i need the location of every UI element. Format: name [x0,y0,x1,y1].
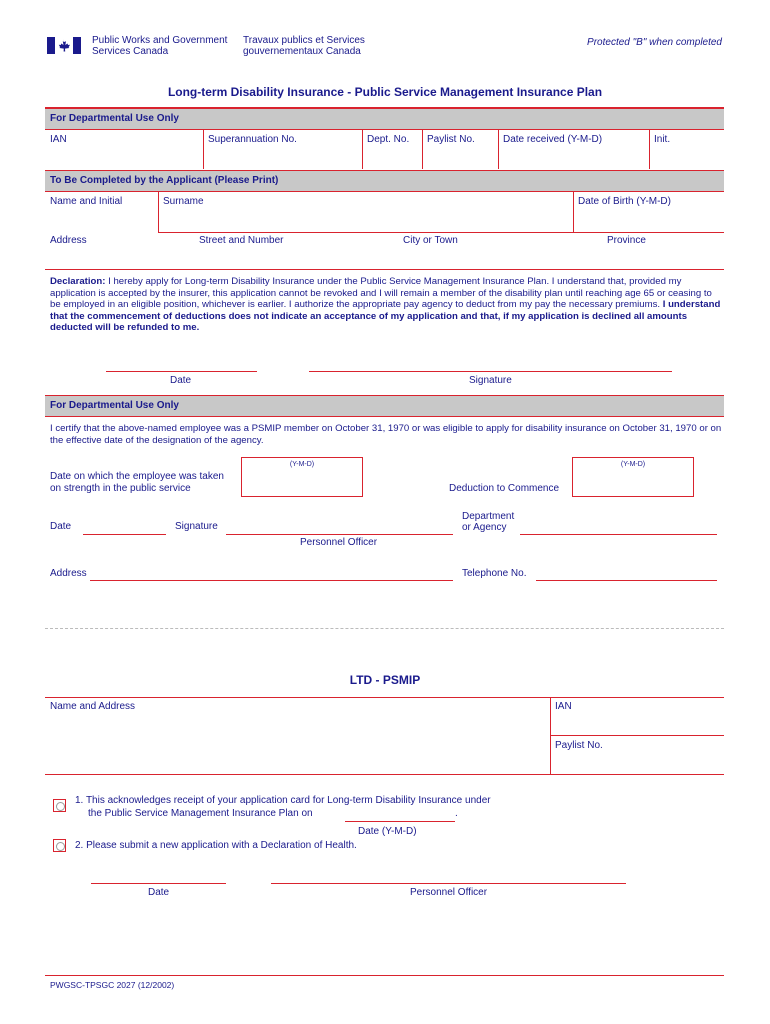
strength-date-box[interactable]: (Y-M-D) [241,457,363,497]
dept-no-field[interactable]: Dept. No. [367,134,410,145]
slip-officer-label: Personnel Officer [410,887,488,898]
cert-address-label: Address [50,568,87,579]
declaration-text: Declaration: I hereby apply for Long-term Disability Insurance under the Public Service Management Insurance Plan. I understand that, provided my application is accepted by the insurer, this application cannot be revoked and I will remain a member of the disability plan until reaching age 65 or ceasing to be employed in an eligible position, whichever is earlier. I authorize the appropriate pay agency to deduct from my pay the necessary premiums. I understand that the commencement of deductions does not indicate an acceptance of my application and that, if my application is declined all amounts deducted will be refunded to me. [50,276,721,333]
slip-title: LTD - PSMIP [349,673,421,687]
telephone-line[interactable] [536,580,717,581]
date-received-field[interactable]: Date received (Y-M-D) [503,134,603,145]
street-field[interactable]: Street and Number [199,235,284,246]
cert-date-line[interactable] [83,534,166,535]
protected-notice: Protected "B" when completed [587,37,722,48]
section-heading-applicant: To Be Completed by the Applicant (Please Print) [45,170,724,192]
department-name-fr: Travaux publics et Services gouvernementaux Canada [243,35,365,57]
form-title: Long-term Disability Insurance - Public Service Management Insurance Plan [167,85,603,99]
item1-text-b: the Public Service Management Insurance Plan on [88,808,313,819]
canada-flag-logo [47,37,81,54]
province-field[interactable]: Province [607,235,646,246]
acknowledge-checkbox[interactable] [53,799,66,812]
init-field[interactable]: Init. [654,134,671,145]
cert-signature-line[interactable] [226,534,453,535]
item1-text-a: 1. This acknowledges receipt of your application card for Long-term Disability Insurance under [75,795,491,806]
paylist-field[interactable]: Paylist No. [427,134,475,145]
section-heading-departmental-2: For Departmental Use Only [45,395,724,417]
department-name-en: Public Works and Government Services Canada [92,35,228,57]
acknowledge-date-label: Date (Y-M-D) [358,826,417,837]
cert-signature-label: Signature [175,521,218,532]
tear-line [45,628,724,629]
certification-text: I certify that the above-named employee was a PSMIP member on October 31, 1970 or was eligible to apply for disability insurance on October 31, 1970 or on the effective date of the designation of the agency. [50,423,722,446]
cert-date-label: Date [50,521,72,532]
section-heading-departmental: For Departmental Use Only [45,108,724,130]
date-of-birth-field[interactable]: Date of Birth (Y-M-D) [578,196,671,207]
city-field[interactable]: City or Town [403,235,458,246]
ian-field[interactable]: IAN [50,134,67,145]
telephone-label: Telephone No. [462,568,527,579]
item1-period: . [455,808,458,819]
slip-ian-field[interactable]: IAN [555,701,572,712]
strength-date-label: Date on which the employee was taken on strength in the public service [50,471,224,494]
superannuation-field[interactable]: Superannuation No. [208,134,297,145]
department-agency-label: Department or Agency [462,511,515,533]
slip-date-label: Date [148,887,170,898]
deduction-label: Deduction to Commence [449,483,560,494]
item2-text: 2. Please submit a new application with a Declaration of Health. [75,840,357,851]
slip-name-address-field[interactable]: Name and Address [50,701,136,712]
declaration-date-line[interactable] [106,371,257,372]
address-label: Address [50,235,87,246]
slip-paylist-field[interactable]: Paylist No. [555,740,603,751]
name-initial-field[interactable]: Name and Initial [50,196,123,207]
cert-address-line[interactable] [90,580,453,581]
declaration-signature-line[interactable] [309,371,672,372]
slip-officer-line[interactable] [271,883,626,884]
acknowledge-date-line[interactable] [345,821,455,822]
form-number: PWGSC-TPSGC 2027 (12/2002) [50,980,175,990]
declaration-signature-label: Signature [469,375,512,386]
department-agency-line[interactable] [520,534,717,535]
personnel-officer-label: Personnel Officer [300,537,378,548]
declaration-date-label: Date [170,375,192,386]
new-application-checkbox[interactable] [53,839,66,852]
deduction-date-box[interactable]: (Y-M-D) [572,457,694,497]
surname-field[interactable]: Surname [163,196,204,207]
slip-date-line[interactable] [91,883,226,884]
